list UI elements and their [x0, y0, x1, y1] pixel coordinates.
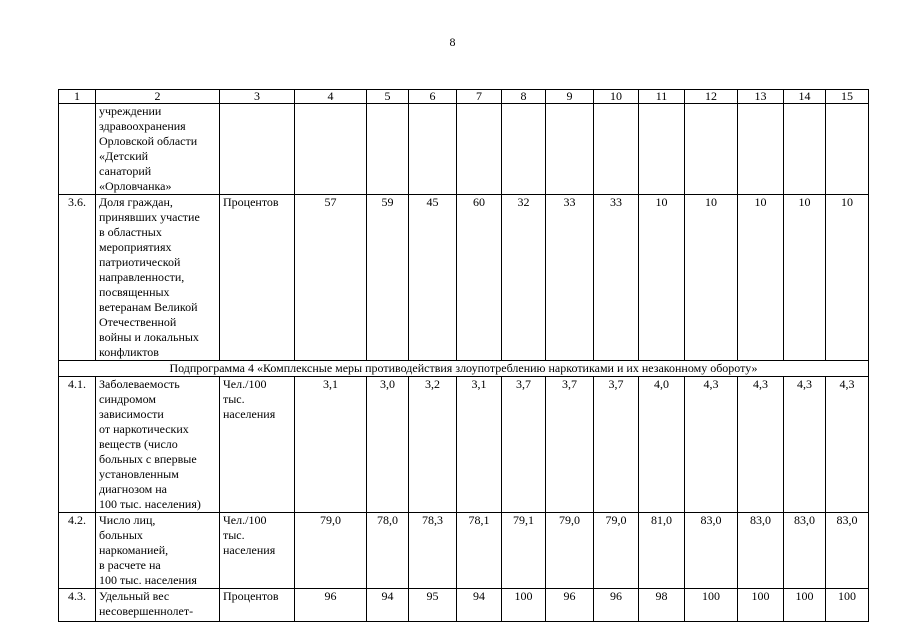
- value-cell: 79,0: [546, 513, 594, 589]
- value-cell: 4,3: [685, 377, 738, 513]
- value-cell: 10: [826, 195, 869, 361]
- value-cell: 60: [457, 195, 502, 361]
- subprogram-row: [59, 361, 869, 377]
- value-cell: [367, 104, 409, 195]
- indicator-name-cell: учреждении здравоохранения Орловской области «Детский санаторий «Орловчанка»: [96, 104, 220, 195]
- value-cell: 4,0: [639, 377, 685, 513]
- value-cell: 94: [457, 589, 502, 622]
- subprogram-title: Подпрограмма 4 «Комплексные меры противодействия злоупотреблению наркотиками и их незаконному обороту»: [59, 361, 869, 377]
- value-cell: 100: [685, 589, 738, 622]
- value-cell: 10: [738, 195, 784, 361]
- indicator-name-cell: Удельный вес несовершеннолет-: [96, 589, 220, 622]
- value-cell: 78,0: [367, 513, 409, 589]
- value-cell: 3,2: [409, 377, 457, 513]
- value-cell: 57: [295, 195, 367, 361]
- value-cell: 4,3: [826, 377, 869, 513]
- value-cell: 4,3: [738, 377, 784, 513]
- column-header: 8: [502, 90, 546, 104]
- value-cell: 83,0: [784, 513, 826, 589]
- column-header: 9: [546, 90, 594, 104]
- value-cell: [639, 104, 685, 195]
- value-cell: 3,7: [594, 377, 639, 513]
- value-cell: 3,1: [295, 377, 367, 513]
- value-cell: 79,0: [594, 513, 639, 589]
- value-cell: 96: [594, 589, 639, 622]
- table-row: [59, 104, 869, 195]
- column-header: 13: [738, 90, 784, 104]
- value-cell: 96: [295, 589, 367, 622]
- column-header: 10: [594, 90, 639, 104]
- table-row: [59, 589, 869, 622]
- value-cell: 100: [784, 589, 826, 622]
- table-row: [59, 377, 869, 513]
- indicator-name-cell: Доля граждан, принявших участие в областных мероприятиях патриотической направленности, посвященных ветеранам Великой Отечественной войны и локальных конфликтов: [96, 195, 220, 361]
- value-cell: 95: [409, 589, 457, 622]
- value-cell: [738, 104, 784, 195]
- value-cell: 3,7: [502, 377, 546, 513]
- value-cell: 83,0: [685, 513, 738, 589]
- value-cell: 10: [685, 195, 738, 361]
- value-cell: 3,0: [367, 377, 409, 513]
- value-cell: 79,1: [502, 513, 546, 589]
- value-cell: 100: [738, 589, 784, 622]
- column-header: 1: [59, 90, 96, 104]
- value-cell: [594, 104, 639, 195]
- value-cell: [457, 104, 502, 195]
- value-cell: 33: [546, 195, 594, 361]
- row-number-cell: 3.6.: [59, 195, 96, 361]
- page-number: 8: [449, 35, 456, 49]
- value-cell: [826, 104, 869, 195]
- table-row: [59, 195, 869, 361]
- value-cell: [295, 104, 367, 195]
- value-cell: 94: [367, 589, 409, 622]
- row-number-cell: 4.2.: [59, 513, 96, 589]
- value-cell: [502, 104, 546, 195]
- value-cell: 78,1: [457, 513, 502, 589]
- value-cell: 78,3: [409, 513, 457, 589]
- column-header: 14: [784, 90, 826, 104]
- value-cell: [784, 104, 826, 195]
- indicators-table: [58, 89, 869, 622]
- column-header: 3: [220, 90, 295, 104]
- table-row: [59, 513, 869, 589]
- value-cell: 81,0: [639, 513, 685, 589]
- unit-cell: [220, 104, 295, 195]
- column-header: 12: [685, 90, 738, 104]
- unit-cell: Процентов: [220, 195, 295, 361]
- value-cell: 83,0: [826, 513, 869, 589]
- value-cell: 10: [784, 195, 826, 361]
- column-header: 5: [367, 90, 409, 104]
- value-cell: 33: [594, 195, 639, 361]
- indicator-name-cell: Число лиц, больных наркоманией, в расчете на 100 тыс. населения: [96, 513, 220, 589]
- unit-cell: Чел./100 тыс. населения: [220, 377, 295, 513]
- table-body: [59, 104, 869, 622]
- column-header: 4: [295, 90, 367, 104]
- value-cell: [546, 104, 594, 195]
- value-cell: 96: [546, 589, 594, 622]
- row-number-cell: 4.3.: [59, 589, 96, 622]
- value-cell: [685, 104, 738, 195]
- value-cell: 4,3: [784, 377, 826, 513]
- value-cell: 3,1: [457, 377, 502, 513]
- value-cell: 100: [502, 589, 546, 622]
- value-cell: 45: [409, 195, 457, 361]
- column-header: 6: [409, 90, 457, 104]
- value-cell: 10: [639, 195, 685, 361]
- value-cell: 32: [502, 195, 546, 361]
- row-number-cell: 4.1.: [59, 377, 96, 513]
- value-cell: 79,0: [295, 513, 367, 589]
- value-cell: 100: [826, 589, 869, 622]
- value-cell: 3,7: [546, 377, 594, 513]
- column-header: 15: [826, 90, 869, 104]
- unit-cell: Чел./100 тыс. населения: [220, 513, 295, 589]
- header-row: [59, 90, 869, 104]
- column-header: 11: [639, 90, 685, 104]
- table-header: [59, 90, 869, 104]
- value-cell: 98: [639, 589, 685, 622]
- indicator-name-cell: Заболеваемость синдромом зависимости от наркотических веществ (число больных с впервые установленным диагнозом на 100 тыс. населения): [96, 377, 220, 513]
- column-header: 2: [96, 90, 220, 104]
- unit-cell: Процентов: [220, 589, 295, 622]
- row-number-cell: [59, 104, 96, 195]
- value-cell: 83,0: [738, 513, 784, 589]
- value-cell: [409, 104, 457, 195]
- column-header: 7: [457, 90, 502, 104]
- value-cell: 59: [367, 195, 409, 361]
